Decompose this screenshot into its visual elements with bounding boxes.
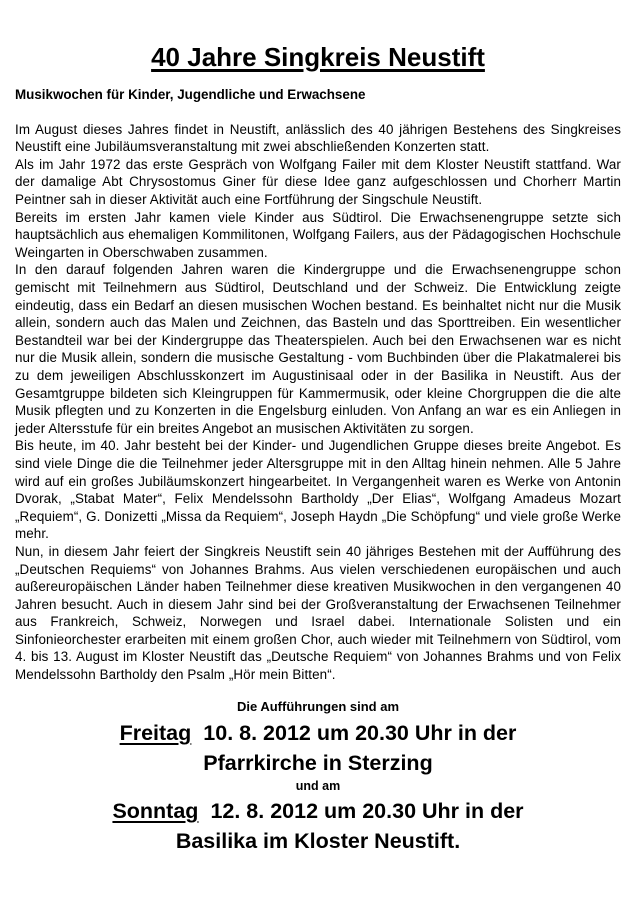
performance-intro: Die Aufführungen sind am [236, 698, 400, 714]
performance-date-line-sunday [15, 796, 621, 826]
performance-datetime-friday: 10. 8. 2012 um 20.30 Uhr in der [203, 720, 517, 745]
body-paragraph: Bis heute, im 40. Jahr besteht bei der Kinder- und Jugendlichen Gruppe dieses breite Angebot. Es sind viele Dinge die die Teilnehmer jeder Altersgruppe mit in den Alltag hinein nehmen. Alle 5 Jahre wird auf ein großes Jubiläumskonzert hingearbeitet. In Vergangenheit waren es Werke von Antonin Dvorak, „Stabat Mater“, Felix Mendelssohn Bartholdy „Der Elias“, Wolfgang Amadeus Mozart „Requiem“, G. Donizetti „Missa da Requiem“, Joseph Haydn „Die Schöpfung“ und viele große Werke mehr. [15, 438, 621, 542]
page-title [15, 42, 621, 73]
body-paragraph: In den darauf folgenden Jahren waren die Kindergruppe und die Erwachsenengruppe schon gemischt mit Teilnehmern aus Südtirol, Deutschland und der Schweiz. Die Entwicklung zeigte eindeutig, dass ein Bedarf an diesen musischen Wochen bestand. Es beinhaltet nicht nur die Musik allein, sondern auch das Malen und Zeichnen, das Basteln und das Sporttreiben. Ein wesentlicher Bestandteil war bei der Kindergruppe das Theaterspielen. Auch bei den Erwachsenen war es nicht nur die Musik allein, sondern die musische Gestaltung - vom Buchbinden über die Plakatmalerei bis zu dem jeweiligen Abschlusskonzert im Augustinisaal oder in der Basilika in Neustift. Aus der Gesamtgruppe bildeten sich Kleingruppen für Kammermusik, oder kleine Chorgruppen die die alte Musik pflegten und zu Konzerten in die Engelsburg einluden. Von Anfang an war es ein Anliegen in jeder Altersstufe für ein breites Angebot an musischen Aktivitäten zu sorgen. [15, 262, 621, 436]
performance-location-friday: Pfarrkirche in Sterzing [203, 750, 433, 775]
body-paragraph: Nun, in diesem Jahr feiert der Singkreis Neustift sein 40 jähriges Bestehen mit der Aufführung des „Deutschen Requiems“ von Johannes Brahms. Aus vielen verschiedenen europäischen und auch außereuropäischen Länder haben Teilnehmer diese kreativen Musikwochen in den vergangenen 40 Jahren besucht. Auch in diesem Jahr sind bei der Großveranstaltung der Erwachsenen Teilnehmer aus Frankreich, Schweiz, Norwegen und Israel dabei. Internationale Solisten und ein Sinfonieorchester erarbeiten mit einem großen Chor, auch wieder mit Teilnehmern von Südtirol, vom 4. bis 13. August im Kloster Neustift das „Deutsche Requiem“ von Johannes Brahms und von Felix Mendelssohn Bartholdy den Psalm „Hör mein Bitten“. [15, 543, 621, 683]
performance-datetime-sunday: 12. 8. 2012 um 20.30 Uhr in der [210, 798, 524, 823]
document-subtitle: Musikwochen für Kinder, Jugendliche und Erwachsene [15, 86, 366, 102]
document-body [15, 121, 621, 684]
performance-day-sunday: Sonntag [112, 798, 199, 823]
performance-day-friday: Freitag [119, 720, 192, 745]
performance-date-line-friday [15, 718, 621, 748]
body-paragraph: Bereits im ersten Jahr kamen viele Kinder aus Südtirol. Die Erwachsenengruppe setzte sich hauptsächlich aus ehemaligen Kommilitonen, Wolfgang Failers, aus der Pädagogischen Hochschule Weingarten in Oberschwaben zusammen. [15, 209, 621, 260]
performance-connector: und am [295, 778, 341, 793]
body-paragraph: Als im Jahr 1972 das erste Gespräch von Wolfgang Failer mit dem Kloster Neustift stattfand. War der damalige Abt Chrysostomus Giner für diese Idee ganz aufgeschlossen und Chorherr Martin Peintner sah in dieser Aktivität auch eine Fortführung der Singschule Neustift. [15, 156, 621, 208]
page-title-text: 40 Jahre Singkreis Neustift [151, 42, 485, 72]
performance-announcement [15, 699, 621, 856]
performance-location-sunday: Basilika im Kloster Neustift. [175, 828, 461, 853]
body-paragraph: Im August dieses Jahres findet in Neustift, anlässlich des 40 jährigen Bestehens des Singkreises Neustift eine Jubiläumsveranstaltung mit zwei abschließenden Konzerten statt. [15, 121, 621, 155]
